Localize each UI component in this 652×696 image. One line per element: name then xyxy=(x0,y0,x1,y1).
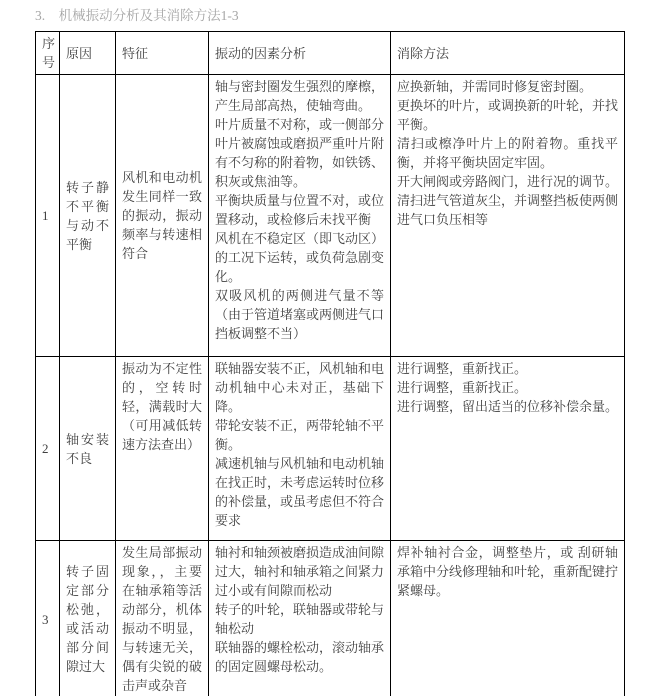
cause-cell: 转子固定部分松弛，或活动部分间隙过大 xyxy=(60,541,116,696)
seq-cell: 2 xyxy=(36,357,60,541)
header-cell-methods: 消除方法 xyxy=(391,32,625,75)
factors-cell xyxy=(209,541,391,696)
method-paragraph: 应换新轴，并需同时修复密封圈。 xyxy=(397,79,593,94)
method-paragraph: 进行调整，重新找正。 xyxy=(397,380,528,395)
cause-cell: 转子静不平衡与动不平衡 xyxy=(60,75,116,357)
factor-paragraph: 带轮安装不正，两带轮轴不平衡。 xyxy=(215,418,385,452)
factor-paragraph: 联轴器安装不正，风机轴和电动机轴中心未对正，基础下降。 xyxy=(215,361,385,414)
method-paragraph: 开大闸阀或旁路阀门，进行况的调节。 xyxy=(397,174,619,189)
factor-paragraph: 叶片质量不对称，或一侧部分叶片被腐蚀或磨损严重叶片附有不匀称的附着物，如铁锈、积灰或焦油等。 xyxy=(215,117,385,189)
factors-cell xyxy=(209,75,391,357)
method-paragraph: 焊补轴衬合金，调整垫片，或 刮研轴承箱中分线修理轴和叶轮，重新配键拧紧螺母。 xyxy=(397,545,619,598)
seq-cell: 3 xyxy=(36,541,60,696)
header-cell-seq: 序号 xyxy=(36,32,60,75)
factor-paragraph: 转子的叶轮，联轴器或带轮与轴松动 xyxy=(215,602,385,636)
methods-cell xyxy=(391,357,625,541)
method-paragraph: 进行调整，留出适当的位移补偿余量。 xyxy=(397,399,619,414)
table-header-row xyxy=(36,32,625,75)
factor-paragraph: 风机在不稳定区（即飞动区）的工况下运转，或负荷急剧变化。 xyxy=(215,231,385,284)
factor-paragraph: 平衡块质量与位置不对，或位置移动，或检修后未找平衡 xyxy=(215,193,385,227)
header-cell-feature: 特征 xyxy=(116,32,209,75)
header-cell-factors: 振动的因素分析 xyxy=(209,32,391,75)
feature-cell: 振动为不定性的，空转时轻，满载时大（可用减低转速方法查出） xyxy=(116,357,209,541)
method-paragraph: 清扫进气管道灰尘，并调整挡板使两侧进气口负压相等 xyxy=(397,193,619,227)
method-paragraph: 进行调整，重新找正。 xyxy=(397,361,528,376)
method-paragraph: 更换坏的叶片，或调换新的叶轮，并找平衡。 xyxy=(397,98,619,132)
table-row xyxy=(36,75,625,357)
cause-cell: 轴安装不良 xyxy=(60,357,116,541)
seq-cell: 1 xyxy=(36,75,60,357)
table-row xyxy=(36,357,625,541)
section-title: 3. 机械振动分析及其消除方法1-3 xyxy=(35,8,239,23)
factor-paragraph: 双吸风机的两侧进气量不等（由于管道堵塞或两侧进气口挡板调整不当） xyxy=(215,288,385,341)
method-paragraph: 清扫或檫净叶片上的附着物。重找平衡，并将平衡块固定牢固。 xyxy=(397,136,618,170)
methods-cell xyxy=(391,75,625,357)
vibration-analysis-table xyxy=(35,31,625,696)
feature-cell: 发生局部振动现象，，主要在轴承箱等活动部分，机体振动不明显，与转速无关，偶有尖锐的破击声或杂音 xyxy=(116,541,209,696)
header-cell-cause: 原因 xyxy=(60,32,116,75)
methods-cell xyxy=(391,541,625,696)
factor-paragraph: 减速机轴与风机轴和电动机轴在找正时，未考虑运转时位移的补偿量，或虽考虑但不符合要求 xyxy=(215,456,385,528)
factor-paragraph: 轴与密封圈发生强烈的摩檫，产生局部高热，使轴弯曲。 xyxy=(215,79,385,113)
feature-cell: 风机和电动机发生同样一致的振动，振动频率与转速相符合 xyxy=(116,75,209,357)
factor-paragraph: 轴衬和轴颈被磨损造成油间隙过大，轴衬和轴承箱之间紧力过小或有间隙而松动 xyxy=(215,545,385,598)
table-row xyxy=(36,541,625,696)
factors-cell xyxy=(209,357,391,541)
factor-paragraph: 联轴器的螺栓松动，滚动轴承的固定圆螺母松动。 xyxy=(215,640,385,674)
